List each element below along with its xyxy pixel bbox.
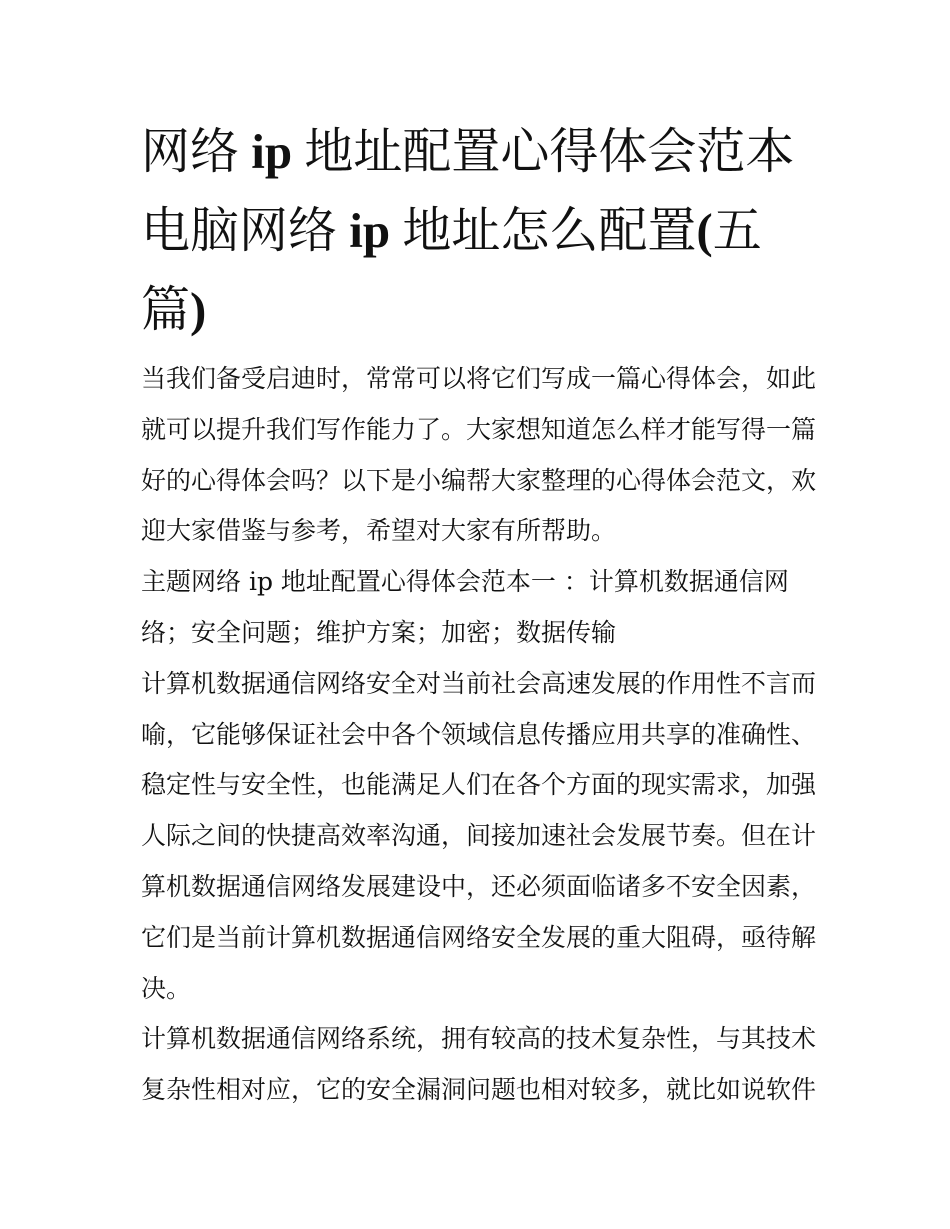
text-line: 好的心得体会吗？以下是小编帮大家整理的心得体会范文，欢	[141, 465, 817, 495]
text-line: 决。	[141, 973, 192, 1003]
text-line: 当我们备受启迪时，常常可以将它们写成一篇心得体会，如此	[141, 364, 817, 393]
text-line: 喻，它能够保证社会中各个领域信息传播应用共享的准确性、	[141, 719, 817, 749]
intro-paragraph	[141, 354, 821, 557]
title-line-2: 电脑网络 ip 地址怎么配置(五	[141, 202, 762, 259]
text-line: 它们是当前计算机数据通信网络安全发展的重大阻碍，亟待解	[141, 922, 817, 952]
text-line: 就可以提升我们写作能力了。大家想知道怎么样才能写得一篇	[141, 414, 817, 444]
text-line: 算机数据通信网络发展建设中，还必须面临诸多不安全因素，	[141, 871, 817, 901]
text-line: 主题网络 ip 地址配置心得体会范本一 ：计算机数据通信网	[141, 567, 789, 597]
document-title	[141, 112, 821, 349]
body-paragraph	[141, 1014, 821, 1116]
text-line: 络；安全问题；维护方案；加密；数据传输	[141, 617, 617, 647]
title-line-3: 篇)	[141, 281, 207, 338]
text-line: 复杂性相对应，它的安全漏洞问题也相对较多，就比如说软件	[141, 1075, 817, 1105]
text-line: 计算机数据通信网络安全对当前社会高速发展的作用性不言而	[141, 668, 817, 698]
text-line: 人际之间的快捷高效率沟通，间接加速社会发展节奏。但在计	[141, 821, 817, 851]
body-paragraph	[141, 659, 821, 1015]
title-line-1: 网络 ip 地址配置心得体会范本	[141, 123, 795, 180]
text-line: 迎大家借鉴与参考，希望对大家有所帮助。	[141, 516, 617, 546]
document-body	[141, 354, 821, 1116]
keywords-paragraph	[141, 557, 821, 659]
text-line: 稳定性与安全性，也能满足人们在各个方面的现实需求，加强	[141, 770, 817, 800]
text-line: 计算机数据通信网络系统，拥有较高的技术复杂性，与其技术	[141, 1024, 817, 1054]
